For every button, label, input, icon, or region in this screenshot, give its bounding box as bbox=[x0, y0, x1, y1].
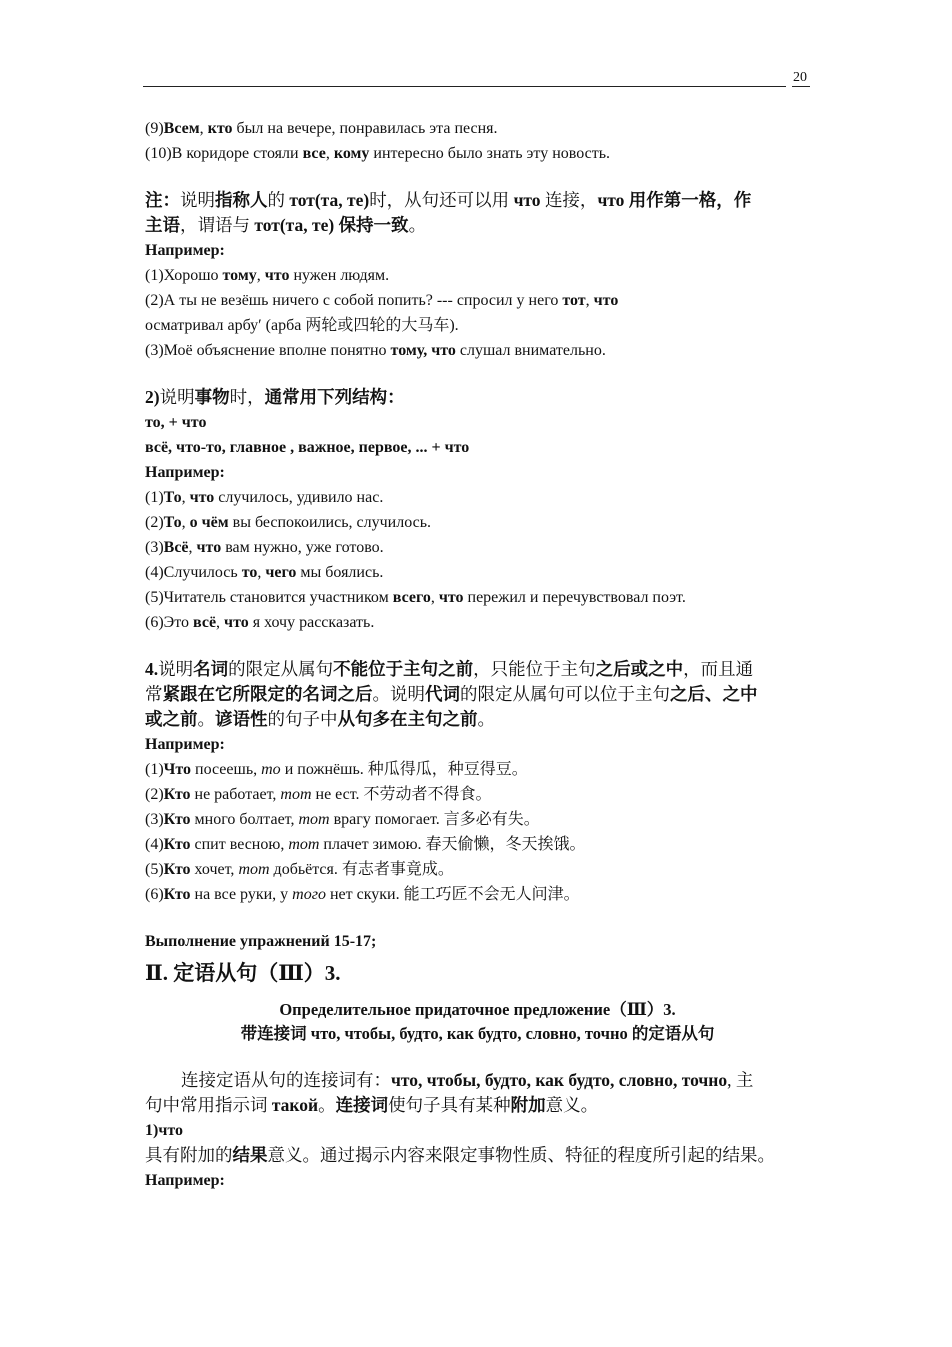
example-line: (2)А ты не везёшь ничего с собой попить? --- спросил у него тот, что bbox=[145, 292, 619, 309]
subsection-title: 1)что bbox=[145, 1122, 183, 1139]
example-line: (4)Случилось то, чего мы боялись. bbox=[145, 564, 384, 581]
example-line: (10)В коридоре стояли все, кому интересно было знать эту новость. bbox=[145, 145, 610, 162]
note-line: 主语，谓语与 тот(та, те) 保持一致。 bbox=[145, 215, 427, 235]
page-number-underline bbox=[792, 86, 810, 87]
example-label: Например: bbox=[145, 736, 225, 753]
section-subtitle: Определительное придаточное предложение（Ⅲ）3. bbox=[279, 1000, 676, 1019]
example-line: (2)То, о чём вы беспокоились, случилось. bbox=[145, 514, 431, 531]
structure-line: то, + что bbox=[145, 414, 207, 431]
example-line: (5)Читатель становится участником всего, что пережил и перечувствовал поэт. bbox=[145, 589, 686, 606]
intro-line: 连接定语从句的连接词有：что, чтобы, будто, как будто, словно, точно, 主 bbox=[181, 1070, 754, 1090]
example-line: (1)Хорошо тому, что нужен людям. bbox=[145, 267, 390, 284]
rule-paragraph-line: 或之前。谚语性的句子中从句多在主句之前。 bbox=[145, 709, 495, 729]
example-line: осматривал арбу′ (арба 两轮或四轮的大马车). bbox=[145, 317, 459, 334]
intro-line: 句中常用指示词 такой。连接词使句子具有某种附加意义。 bbox=[145, 1095, 599, 1115]
description-line: 具有附加的结果意义。通过揭示内容来限定事物性质、特征的程度所引起的结果。 bbox=[145, 1145, 775, 1165]
proverb-line: (1)Что посеешь, то и пожнёшь. 种瓜得瓜，种豆得豆。 bbox=[145, 761, 528, 778]
example-label: Например: bbox=[145, 464, 225, 481]
header-rule bbox=[143, 86, 786, 87]
page-number: 20 bbox=[793, 70, 807, 85]
proverb-line: (6)Кто на все руки, у того нет скуки. 能工巧匠不会无人问津。 bbox=[145, 886, 580, 903]
example-line: (3)Моё объяснение вполне понятно тому, что слушал внимательно. bbox=[145, 342, 606, 359]
example-label: Например: bbox=[145, 1172, 225, 1189]
proverb-line: (5)Кто хочет, тот добьётся. 有志者事竟成。 bbox=[145, 861, 454, 878]
proverb-line: (3)Кто много болтает, тот врагу помогает. 言多必有失。 bbox=[145, 811, 540, 828]
exercise-line: Выполнение упражнений 15-17; bbox=[145, 933, 377, 950]
rule-paragraph-line: 常紧跟在它所限定的名词之后。说明代词的限定从属句可以位于主句之后、之中 bbox=[145, 684, 758, 704]
page-content bbox=[145, 116, 810, 1193]
example-line: (6)Это всё, что я хочу рассказать. bbox=[145, 614, 375, 631]
section-subtitle: 带连接词 что, чтобы, будто, как будто, словно, точно 的定语从句 bbox=[240, 1024, 715, 1043]
proverb-line: (4)Кто спит весною, тот плачет зимою. 春天偷懒，冬天挨饿。 bbox=[145, 836, 586, 853]
example-line: (1)То, что случилось, удивило нас. bbox=[145, 489, 384, 506]
section-heading: Ⅱ. 定语从句（Ⅲ）3. bbox=[145, 961, 341, 985]
example-line: (9)Всем, кто был на вечере, понравилась эта песня. bbox=[145, 120, 498, 137]
note-line: 注：说明指称人的 тот(та, те)时，从句还可以用 что 连接，что 用作第一格，作 bbox=[145, 190, 752, 210]
subsection-title: 2)说明事物时，通常用下列结构： bbox=[145, 387, 405, 407]
example-label: Например: bbox=[145, 242, 225, 259]
rule-paragraph-line: 4.说明名词的限定从属句不能位于主句之前，只能位于主句之后或之中，而且通 bbox=[145, 659, 754, 679]
example-line: (3)Всё, что вам нужно, уже готово. bbox=[145, 539, 384, 556]
proverb-line: (2)Кто не работает, тот не ест. 不劳动者不得食。 bbox=[145, 786, 492, 803]
structure-line: всё, что-то, главное , важное, первое, ... + что bbox=[145, 439, 470, 456]
